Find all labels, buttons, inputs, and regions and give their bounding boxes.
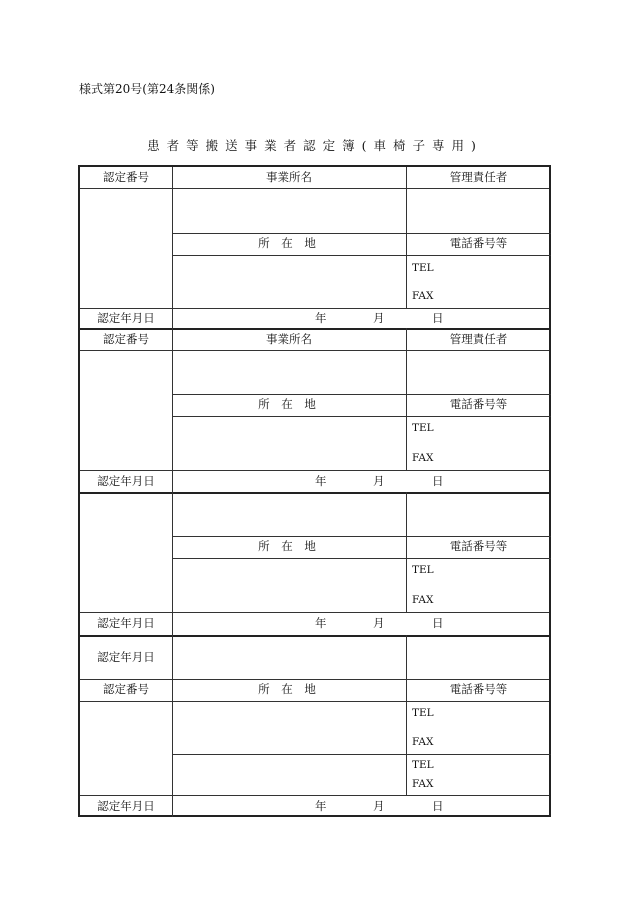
office-name-label: 事業所名 — [266, 332, 312, 346]
cert-number-label: 認定番号 — [103, 170, 149, 184]
location-label: 所 在 地 — [258, 682, 320, 696]
register-entry-3 — [80, 492, 549, 635]
location-label: 所 在 地 — [258, 539, 320, 553]
location-label: 所 在 地 — [258, 397, 320, 411]
phone-label: 電話番号等 — [449, 682, 508, 696]
document-title: 患者等搬送事業者認定簿(車椅子専用) — [147, 138, 483, 153]
month-label: 月 — [373, 616, 385, 630]
month-label: 月 — [373, 311, 385, 325]
fax-label: FAX — [412, 594, 434, 606]
cert-number-label: 認定番号 — [103, 332, 149, 346]
cert-date-label: 認定年月日 — [97, 650, 155, 664]
register-table — [78, 165, 551, 817]
year-label: 年 — [315, 311, 327, 325]
phone-label: 電話番号等 — [449, 236, 508, 250]
month-label: 月 — [373, 799, 385, 813]
tel-label: TEL — [412, 707, 434, 719]
manager-label: 管理責任者 — [449, 332, 508, 346]
form-code: 様式第20号(第24条関係) — [79, 82, 215, 96]
day-label: 日 — [432, 799, 444, 813]
year-label: 年 — [315, 799, 327, 813]
location-label: 所 在 地 — [258, 236, 320, 250]
cert-date-label: 認定年月日 — [97, 311, 155, 325]
fax-label: FAX — [412, 452, 434, 464]
year-label: 年 — [315, 474, 327, 488]
day-label: 日 — [432, 474, 444, 488]
fax-label: FAX — [412, 736, 434, 748]
fax-label: FAX — [412, 290, 434, 302]
office-name-label: 事業所名 — [266, 170, 312, 184]
cert-date-label: 認定年月日 — [97, 799, 155, 813]
register-entry-1 — [80, 167, 549, 328]
phone-label: 電話番号等 — [449, 397, 508, 411]
month-label: 月 — [373, 474, 385, 488]
cert-number-label: 認定番号 — [103, 682, 149, 696]
cert-date-label: 認定年月日 — [97, 616, 155, 630]
manager-label: 管理責任者 — [449, 170, 508, 184]
tel-label: TEL — [412, 262, 434, 274]
day-label: 日 — [432, 311, 444, 325]
tel-label: TEL — [412, 422, 434, 434]
day-label: 日 — [432, 616, 444, 630]
register-entry-4 — [80, 635, 549, 817]
register-entry-2 — [80, 328, 549, 492]
fax-label: FAX — [412, 778, 434, 790]
cert-date-label: 認定年月日 — [97, 474, 155, 488]
phone-label: 電話番号等 — [449, 539, 508, 553]
tel-label: TEL — [412, 564, 434, 576]
year-label: 年 — [315, 616, 327, 630]
tel-label: TEL — [412, 759, 434, 771]
